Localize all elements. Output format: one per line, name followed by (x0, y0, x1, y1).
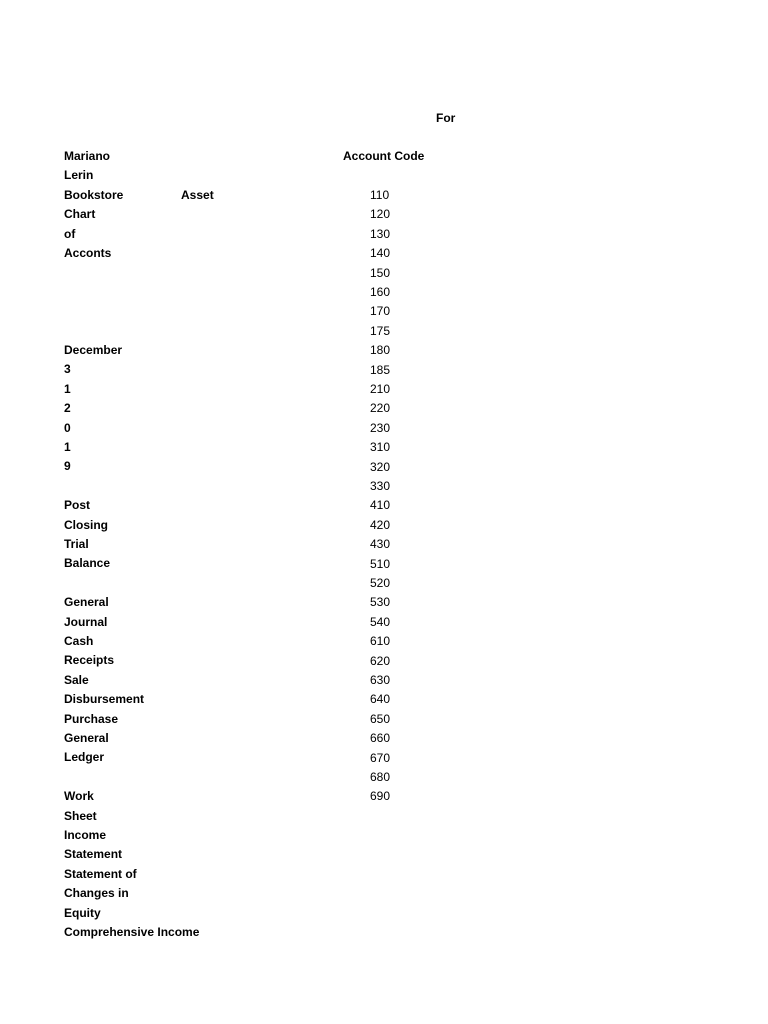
account-code: 210 (370, 382, 391, 396)
account-code: 520 (370, 576, 391, 590)
left-column-line: 1 (64, 381, 71, 396)
left-column-line: Bookstore (64, 187, 124, 202)
account-code: 510 (370, 556, 391, 571)
left-column-line: Income (64, 828, 107, 842)
left-column-line: 3 (64, 362, 71, 377)
left-column-line: Closing (64, 517, 108, 532)
for-label: For (436, 111, 456, 125)
left-column-line: Trial (64, 537, 89, 551)
account-code: 120 (370, 207, 391, 222)
account-code: 170 (370, 304, 391, 319)
left-column-line: Journal (64, 614, 108, 629)
account-code: 220 (370, 401, 391, 416)
account-code: 180 (370, 343, 391, 358)
account-code: 620 (370, 653, 391, 668)
account-code-header: Account Code (343, 149, 425, 163)
left-column-line: 2 (64, 401, 71, 416)
account-code: 110 (370, 188, 390, 202)
left-column-line: Statement of (64, 866, 137, 881)
account-code: 670 (370, 750, 391, 765)
left-column-line: Post (64, 498, 91, 513)
left-column-line: Acconts (64, 246, 112, 260)
left-column-line: of (64, 226, 76, 241)
account-code: 140 (370, 246, 391, 261)
asset-label: Asset (181, 188, 214, 202)
left-column-line: Changes in (64, 886, 129, 901)
left-column-line: Comprehensive Income (64, 925, 200, 939)
left-column-line: Purchase (64, 711, 119, 726)
left-column-line: General (64, 731, 109, 745)
left-column-line: Balance (64, 556, 111, 571)
account-code: 530 (370, 595, 391, 610)
left-column-line: Chart (64, 207, 96, 222)
account-code: 130 (370, 226, 391, 241)
left-column-line: Mariano (64, 149, 111, 163)
left-column-line: 9 (64, 459, 71, 474)
account-code: 430 (370, 537, 391, 552)
account-code: 330 (370, 479, 391, 493)
left-column-line: Receipts (64, 653, 115, 668)
account-code: 690 (370, 789, 391, 804)
account-code: 230 (370, 420, 391, 435)
left-column-line: Lerin (64, 168, 94, 183)
left-column-line: General (64, 595, 109, 610)
account-code: 175 (370, 323, 391, 338)
left-column-line: Sale (64, 672, 89, 687)
left-column-line: Work (64, 789, 94, 804)
account-code: 630 (370, 673, 391, 687)
left-column-line: December (64, 343, 123, 357)
left-column-line: Ledger (64, 750, 105, 765)
left-column-line: Statement (64, 847, 123, 862)
left-column-line: 0 (64, 420, 71, 435)
left-column-line: 1 (64, 440, 71, 454)
account-code: 610 (370, 634, 391, 649)
left-column-line: Disbursement (64, 692, 145, 707)
left-column-line: Sheet (64, 808, 97, 823)
account-code: 185 (370, 362, 391, 377)
account-code: 320 (370, 459, 391, 474)
account-code: 150 (370, 265, 391, 280)
account-code: 540 (370, 614, 391, 629)
account-code: 640 (370, 692, 391, 707)
left-column-line: Equity (64, 905, 101, 920)
account-code: 160 (370, 285, 391, 299)
account-code: 410 (370, 498, 391, 513)
account-code: 420 (370, 517, 391, 532)
account-code: 660 (370, 731, 391, 746)
account-code: 650 (370, 711, 391, 726)
left-column-line: Cash (64, 634, 94, 648)
account-code: 680 (370, 770, 391, 784)
account-code: 310 (370, 440, 391, 455)
